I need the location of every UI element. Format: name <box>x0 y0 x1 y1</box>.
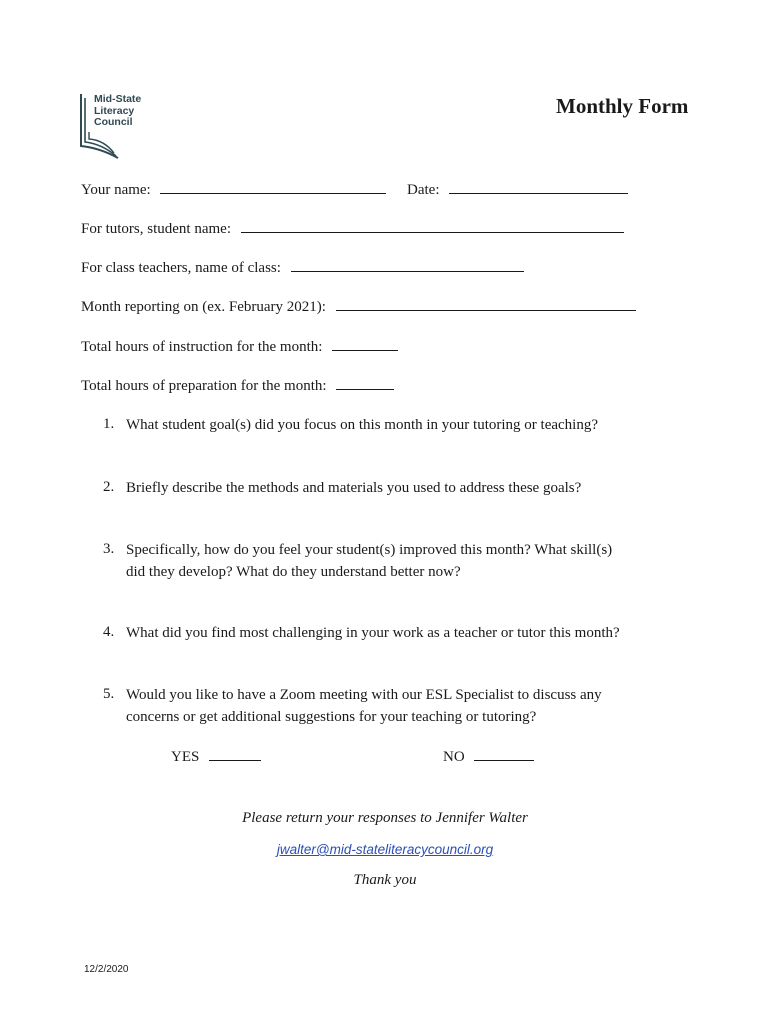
class-name-row <box>81 259 524 277</box>
question-3-line2: did they develop? What do they understand better now? <box>126 564 461 580</box>
org-name-line3: Council <box>94 116 133 128</box>
org-logo <box>78 90 148 160</box>
month-row <box>81 298 636 316</box>
question-4-line1: What did you find most challenging in your work as a teacher or tutor this month? <box>126 625 620 641</box>
student-name-label: For tutors, student name: <box>81 221 231 237</box>
class-name-label: For class teachers, name of class: <box>81 260 281 276</box>
question-1-line1: What student goal(s) did you focus on this month in your tutoring or teaching? <box>126 417 599 433</box>
email-row <box>0 841 770 859</box>
no-label: NO <box>443 749 465 765</box>
email-link[interactable]: jwalter@mid-stateliteracycouncil.org <box>276 842 494 857</box>
date-blank[interactable] <box>449 181 628 194</box>
student-name-row <box>81 220 624 238</box>
your-name-blank[interactable] <box>160 181 386 194</box>
question-3-line1: Specifically, how do you feel your student(s) improved this month? What skill(s) <box>126 542 613 558</box>
thank-you: Thank you <box>353 872 417 888</box>
preparation-hours-label: Total hours of preparation for the month: <box>81 378 327 394</box>
instruction-hours-label: Total hours of instruction for the month: <box>81 339 323 355</box>
question-5-line1: Would you like to have a Zoom meeting with our ESL Specialist to discuss any <box>126 687 602 703</box>
question-4 <box>126 622 620 644</box>
yes-blank[interactable] <box>209 748 261 761</box>
instruction-hours-blank[interactable] <box>332 338 398 351</box>
question-2 <box>126 477 581 499</box>
preparation-hours-blank[interactable] <box>336 377 394 390</box>
date-row <box>407 181 628 199</box>
instruction-hours-row <box>81 338 398 356</box>
yes-label: YES <box>171 749 200 765</box>
month-blank[interactable] <box>336 298 636 311</box>
question-2-line1: Briefly describe the methods and materials you used to address these goals? <box>126 480 582 496</box>
question-5 <box>126 684 602 728</box>
question-3-number: 3. <box>103 541 115 557</box>
your-name-row <box>81 181 386 199</box>
question-1-number: 1. <box>103 416 115 432</box>
question-3 <box>126 539 612 583</box>
org-name-line1: Mid-State <box>94 93 142 105</box>
question-5-number: 5. <box>103 686 115 702</box>
question-2-number: 2. <box>103 479 115 495</box>
org-name <box>94 94 141 129</box>
question-4-number: 4. <box>103 624 115 640</box>
preparation-hours-row <box>81 377 394 395</box>
month-label: Month reporting on (ex. February 2021): <box>81 299 326 315</box>
date-label: Date: <box>407 182 440 198</box>
document-date: 12/2/2020 <box>84 964 129 975</box>
form-title: Monthly Form <box>556 94 689 118</box>
return-note: Please return your responses to Jennifer Walter <box>242 810 528 826</box>
question-1 <box>126 414 598 436</box>
no-row <box>443 748 534 766</box>
org-name-line2: Literacy <box>94 104 135 117</box>
no-blank[interactable] <box>474 748 534 761</box>
student-name-blank[interactable] <box>241 220 624 233</box>
class-name-blank[interactable] <box>291 259 524 272</box>
yes-row <box>171 748 261 766</box>
question-5-line2: concerns or get additional suggestions for your teaching or tutoring? <box>126 709 537 725</box>
your-name-label: Your name: <box>81 182 151 198</box>
